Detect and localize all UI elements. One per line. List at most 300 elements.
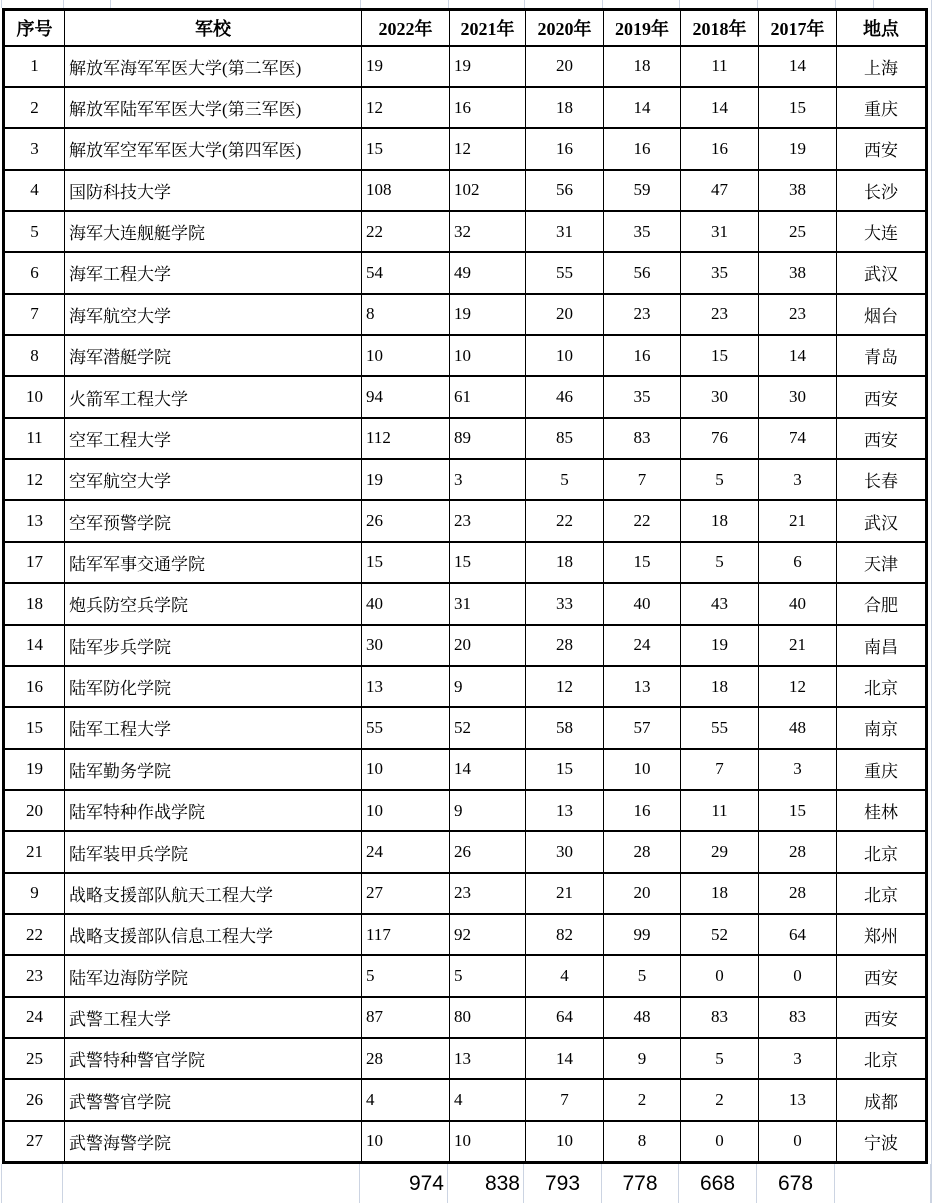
y2019-cell[interactable]: 23 — [604, 294, 681, 335]
y2018-cell[interactable]: 76 — [681, 418, 759, 459]
y2021-cell[interactable]: 52 — [450, 707, 526, 748]
serial-cell[interactable]: 22 — [4, 914, 65, 955]
y2018-cell[interactable]: 0 — [681, 1121, 759, 1163]
y2019-cell[interactable]: 20 — [604, 873, 681, 914]
serial-cell[interactable]: 15 — [4, 707, 65, 748]
table-row — [4, 1038, 927, 1079]
header-academy[interactable]: 军校 — [65, 10, 362, 46]
y2019-cell[interactable]: 9 — [604, 1038, 681, 1079]
header-y2020[interactable]: 2020年 — [526, 10, 604, 46]
y2020-cell[interactable]: 18 — [526, 542, 604, 583]
y2018-cell[interactable]: 7 — [681, 749, 759, 790]
header-y2021[interactable]: 2021年 — [450, 10, 526, 46]
academy-cell[interactable]: 陆军防化学院 — [65, 666, 362, 707]
y2022-cell[interactable]: 94 — [362, 376, 450, 417]
y2019-cell[interactable]: 40 — [604, 583, 681, 624]
location-cell[interactable]: 合肥 — [837, 583, 927, 624]
total-serial-cell[interactable] — [1, 1164, 63, 1203]
academy-cell[interactable]: 海军航空大学 — [65, 294, 362, 335]
sheet-gridline — [931, 0, 932, 1203]
y2017-cell[interactable]: 0 — [759, 1121, 837, 1163]
y2021-cell[interactable]: 31 — [450, 583, 526, 624]
y2019-cell[interactable]: 57 — [604, 707, 681, 748]
y2022-cell[interactable]: 13 — [362, 666, 450, 707]
y2019-cell[interactable]: 22 — [604, 500, 681, 541]
y2019-cell[interactable]: 35 — [604, 211, 681, 252]
serial-cell[interactable]: 19 — [4, 749, 65, 790]
y2017-cell[interactable]: 28 — [759, 873, 837, 914]
y2017-cell[interactable]: 38 — [759, 252, 837, 293]
y2020-cell[interactable]: 15 — [526, 749, 604, 790]
academy-cell[interactable]: 陆军勤务学院 — [65, 749, 362, 790]
table-row — [4, 1079, 927, 1120]
y2017-cell[interactable]: 28 — [759, 831, 837, 872]
y2022-cell[interactable]: 112 — [362, 418, 450, 459]
y2017-cell[interactable]: 3 — [759, 1038, 837, 1079]
location-cell[interactable]: 桂林 — [837, 790, 927, 831]
academy-cell[interactable]: 空军航空大学 — [65, 459, 362, 500]
serial-cell[interactable]: 20 — [4, 790, 65, 831]
table-row — [4, 46, 927, 87]
y2018-cell[interactable]: 19 — [681, 625, 759, 666]
y2018-cell[interactable]: 2 — [681, 1079, 759, 1120]
y2022-cell[interactable]: 108 — [362, 170, 450, 211]
y2022-cell[interactable]: 54 — [362, 252, 450, 293]
location-cell[interactable]: 上海 — [837, 46, 927, 87]
table-row — [4, 914, 927, 955]
y2017-cell[interactable]: 15 — [759, 87, 837, 128]
y2017-cell[interactable]: 15 — [759, 790, 837, 831]
y2019-cell[interactable]: 83 — [604, 418, 681, 459]
academy-cell[interactable]: 解放军海军军医大学(第二军医) — [65, 46, 362, 87]
academy-cell[interactable]: 陆军边海防学院 — [65, 955, 362, 996]
table-body — [4, 46, 927, 1163]
y2022-cell[interactable]: 8 — [362, 294, 450, 335]
y2022-cell[interactable]: 27 — [362, 873, 450, 914]
y2020-cell[interactable]: 16 — [526, 128, 604, 169]
header-y2017[interactable]: 2017年 — [759, 10, 837, 46]
y2022-cell[interactable]: 87 — [362, 997, 450, 1038]
table-row — [4, 666, 927, 707]
y2021-cell[interactable]: 49 — [450, 252, 526, 293]
y2020-cell[interactable]: 85 — [526, 418, 604, 459]
y2018-cell[interactable]: 18 — [681, 666, 759, 707]
academy-cell[interactable]: 陆军军事交通学院 — [65, 542, 362, 583]
y2022-cell[interactable]: 28 — [362, 1038, 450, 1079]
y2021-cell[interactable]: 10 — [450, 335, 526, 376]
y2020-cell[interactable]: 12 — [526, 666, 604, 707]
y2020-cell[interactable]: 7 — [526, 1079, 604, 1120]
y2017-cell[interactable]: 64 — [759, 914, 837, 955]
y2018-cell[interactable]: 83 — [681, 997, 759, 1038]
academy-cell[interactable]: 战略支援部队航天工程大学 — [65, 873, 362, 914]
serial-cell[interactable]: 25 — [4, 1038, 65, 1079]
y2017-cell[interactable]: 19 — [759, 128, 837, 169]
y2017-cell[interactable]: 0 — [759, 955, 837, 996]
serial-cell[interactable]: 27 — [4, 1121, 65, 1163]
y2018-cell[interactable]: 11 — [681, 790, 759, 831]
y2017-cell[interactable]: 6 — [759, 542, 837, 583]
y2018-cell[interactable]: 30 — [681, 376, 759, 417]
y2020-cell[interactable]: 31 — [526, 211, 604, 252]
y2018-cell[interactable]: 5 — [681, 1038, 759, 1079]
serial-cell[interactable]: 2 — [4, 87, 65, 128]
y2020-cell[interactable]: 21 — [526, 873, 604, 914]
table-row — [4, 831, 927, 872]
y2018-cell[interactable]: 23 — [681, 294, 759, 335]
table-row — [4, 211, 927, 252]
y2018-cell[interactable]: 43 — [681, 583, 759, 624]
academy-cell[interactable]: 陆军工程大学 — [65, 707, 362, 748]
y2021-cell[interactable]: 61 — [450, 376, 526, 417]
y2018-cell[interactable]: 0 — [681, 955, 759, 996]
location-cell[interactable]: 长沙 — [837, 170, 927, 211]
y2022-cell[interactable]: 15 — [362, 128, 450, 169]
total-academy-cell[interactable] — [63, 1164, 360, 1203]
y2022-cell[interactable]: 10 — [362, 1121, 450, 1163]
y2020-cell[interactable]: 13 — [526, 790, 604, 831]
academy-cell[interactable]: 解放军空军军医大学(第四军医) — [65, 128, 362, 169]
y2017-cell[interactable]: 23 — [759, 294, 837, 335]
y2022-cell[interactable]: 10 — [362, 749, 450, 790]
y2021-cell[interactable]: 80 — [450, 997, 526, 1038]
academy-cell[interactable]: 武警工程大学 — [65, 997, 362, 1038]
academy-cell[interactable]: 武警警官学院 — [65, 1079, 362, 1120]
y2021-cell[interactable]: 23 — [450, 873, 526, 914]
y2021-cell[interactable]: 15 — [450, 542, 526, 583]
location-cell[interactable]: 西安 — [837, 955, 927, 996]
serial-cell[interactable]: 5 — [4, 211, 65, 252]
table-row — [4, 128, 927, 169]
location-cell[interactable]: 武汉 — [837, 500, 927, 541]
academy-cell[interactable]: 陆军装甲兵学院 — [65, 831, 362, 872]
serial-cell[interactable]: 10 — [4, 376, 65, 417]
y2020-cell[interactable]: 22 — [526, 500, 604, 541]
y2020-cell[interactable]: 33 — [526, 583, 604, 624]
location-cell[interactable]: 天津 — [837, 542, 927, 583]
y2018-cell[interactable]: 5 — [681, 459, 759, 500]
y2019-cell[interactable]: 10 — [604, 749, 681, 790]
y2018-cell[interactable]: 29 — [681, 831, 759, 872]
y2020-cell[interactable]: 58 — [526, 707, 604, 748]
y2021-cell[interactable]: 32 — [450, 211, 526, 252]
y2019-cell[interactable]: 48 — [604, 997, 681, 1038]
table-row — [4, 418, 927, 459]
y2019-cell[interactable]: 2 — [604, 1079, 681, 1120]
header-serial[interactable]: 序号 — [4, 10, 65, 46]
sheet-gridline — [524, 0, 525, 8]
y2018-cell[interactable]: 47 — [681, 170, 759, 211]
y2019-cell[interactable]: 16 — [604, 128, 681, 169]
location-cell[interactable]: 长春 — [837, 459, 927, 500]
total-location-cell[interactable] — [835, 1164, 931, 1203]
y2020-cell[interactable]: 20 — [526, 46, 604, 87]
total-y2019[interactable]: 778 — [602, 1164, 679, 1203]
serial-cell[interactable]: 16 — [4, 666, 65, 707]
y2017-cell[interactable]: 74 — [759, 418, 837, 459]
y2017-cell[interactable]: 3 — [759, 749, 837, 790]
y2019-cell[interactable]: 59 — [604, 170, 681, 211]
y2017-cell[interactable]: 21 — [759, 625, 837, 666]
y2020-cell[interactable]: 46 — [526, 376, 604, 417]
y2017-cell[interactable]: 38 — [759, 170, 837, 211]
y2020-cell[interactable]: 30 — [526, 831, 604, 872]
y2022-cell[interactable]: 40 — [362, 583, 450, 624]
location-cell[interactable]: 大连 — [837, 211, 927, 252]
sheet-gridline — [360, 0, 361, 8]
y2018-cell[interactable]: 35 — [681, 252, 759, 293]
sheet-gridline — [63, 0, 64, 8]
academy-cell[interactable]: 国防科技大学 — [65, 170, 362, 211]
sheet-gridline — [757, 0, 758, 8]
y2019-cell[interactable]: 28 — [604, 831, 681, 872]
serial-cell[interactable]: 12 — [4, 459, 65, 500]
y2021-cell[interactable]: 12 — [450, 128, 526, 169]
sheet-gridline — [602, 0, 603, 8]
y2021-cell[interactable]: 9 — [450, 790, 526, 831]
location-cell[interactable]: 西安 — [837, 418, 927, 459]
y2018-cell[interactable]: 15 — [681, 335, 759, 376]
y2021-cell[interactable]: 4 — [450, 1079, 526, 1120]
location-cell[interactable]: 青岛 — [837, 335, 927, 376]
y2021-cell[interactable]: 13 — [450, 1038, 526, 1079]
table-row — [4, 459, 927, 500]
serial-cell[interactable]: 1 — [4, 46, 65, 87]
y2021-cell[interactable]: 23 — [450, 500, 526, 541]
y2021-cell[interactable]: 10 — [450, 1121, 526, 1163]
y2022-cell[interactable]: 30 — [362, 625, 450, 666]
table-row — [4, 997, 927, 1038]
table-row — [4, 252, 927, 293]
serial-cell[interactable]: 26 — [4, 1079, 65, 1120]
serial-cell[interactable]: 3 — [4, 128, 65, 169]
y2017-cell[interactable]: 83 — [759, 997, 837, 1038]
academy-cell[interactable]: 火箭军工程大学 — [65, 376, 362, 417]
academy-cell[interactable]: 解放军陆军军医大学(第三军医) — [65, 87, 362, 128]
total-y2020[interactable]: 793 — [524, 1164, 602, 1203]
location-cell[interactable]: 西安 — [837, 128, 927, 169]
y2017-cell[interactable]: 30 — [759, 376, 837, 417]
y2019-cell[interactable]: 7 — [604, 459, 681, 500]
total-y2022[interactable]: 974 — [360, 1164, 448, 1203]
serial-cell[interactable]: 18 — [4, 583, 65, 624]
academy-cell[interactable]: 空军工程大学 — [65, 418, 362, 459]
y2020-cell[interactable]: 4 — [526, 955, 604, 996]
y2018-cell[interactable]: 52 — [681, 914, 759, 955]
header-y2018[interactable]: 2018年 — [681, 10, 759, 46]
sheet-gridline — [679, 0, 680, 8]
total-y2018[interactable]: 668 — [679, 1164, 757, 1203]
table-header — [4, 10, 927, 46]
table-row — [4, 87, 927, 128]
header-location[interactable]: 地点 — [837, 10, 927, 46]
location-cell[interactable]: 烟台 — [837, 294, 927, 335]
y2021-cell[interactable]: 9 — [450, 666, 526, 707]
table-row — [4, 790, 927, 831]
academy-cell[interactable]: 海军大连舰艇学院 — [65, 211, 362, 252]
y2022-cell[interactable]: 19 — [362, 459, 450, 500]
y2019-cell[interactable]: 14 — [604, 87, 681, 128]
totals-row — [1, 1164, 931, 1203]
academy-cell[interactable]: 空军预警学院 — [65, 500, 362, 541]
location-cell[interactable]: 南昌 — [837, 625, 927, 666]
location-cell[interactable]: 郑州 — [837, 914, 927, 955]
y2021-cell[interactable]: 20 — [450, 625, 526, 666]
y2018-cell[interactable]: 14 — [681, 87, 759, 128]
serial-cell[interactable]: 4 — [4, 170, 65, 211]
y2022-cell[interactable]: 5 — [362, 955, 450, 996]
y2019-cell[interactable]: 16 — [604, 335, 681, 376]
total-y2021[interactable]: 838 — [448, 1164, 524, 1203]
y2019-cell[interactable]: 35 — [604, 376, 681, 417]
y2021-cell[interactable]: 89 — [450, 418, 526, 459]
y2018-cell[interactable]: 31 — [681, 211, 759, 252]
y2022-cell[interactable]: 22 — [362, 211, 450, 252]
serial-cell[interactable]: 9 — [4, 873, 65, 914]
y2022-cell[interactable]: 12 — [362, 87, 450, 128]
academy-cell[interactable]: 武警特种警官学院 — [65, 1038, 362, 1079]
location-cell[interactable]: 成都 — [837, 1079, 927, 1120]
y2021-cell[interactable]: 5 — [450, 955, 526, 996]
table-row — [4, 294, 927, 335]
y2017-cell[interactable]: 25 — [759, 211, 837, 252]
serial-cell[interactable]: 11 — [4, 418, 65, 459]
y2017-cell[interactable]: 40 — [759, 583, 837, 624]
y2019-cell[interactable]: 16 — [604, 790, 681, 831]
y2021-cell[interactable]: 19 — [450, 46, 526, 87]
y2022-cell[interactable]: 10 — [362, 335, 450, 376]
y2021-cell[interactable]: 92 — [450, 914, 526, 955]
table-row — [4, 376, 927, 417]
sheet-gridline — [110, 0, 111, 8]
y2021-cell[interactable]: 16 — [450, 87, 526, 128]
y2020-cell[interactable]: 82 — [526, 914, 604, 955]
y2019-cell[interactable]: 99 — [604, 914, 681, 955]
y2017-cell[interactable]: 21 — [759, 500, 837, 541]
y2022-cell[interactable]: 10 — [362, 790, 450, 831]
y2022-cell[interactable]: 26 — [362, 500, 450, 541]
table-row — [4, 583, 927, 624]
y2019-cell[interactable]: 8 — [604, 1121, 681, 1163]
y2022-cell[interactable]: 117 — [362, 914, 450, 955]
y2018-cell[interactable]: 18 — [681, 500, 759, 541]
academy-cell[interactable]: 炮兵防空兵学院 — [65, 583, 362, 624]
y2021-cell[interactable]: 3 — [450, 459, 526, 500]
serial-cell[interactable]: 6 — [4, 252, 65, 293]
y2019-cell[interactable]: 13 — [604, 666, 681, 707]
y2021-cell[interactable]: 102 — [450, 170, 526, 211]
serial-cell[interactable]: 21 — [4, 831, 65, 872]
y2020-cell[interactable]: 10 — [526, 1121, 604, 1163]
y2020-cell[interactable]: 28 — [526, 625, 604, 666]
y2022-cell[interactable]: 24 — [362, 831, 450, 872]
table-row — [4, 707, 927, 748]
y2022-cell[interactable]: 55 — [362, 707, 450, 748]
location-cell[interactable]: 北京 — [837, 666, 927, 707]
location-cell[interactable]: 北京 — [837, 1038, 927, 1079]
sheet-gridline — [873, 0, 874, 8]
y2018-cell[interactable]: 11 — [681, 46, 759, 87]
serial-cell[interactable]: 7 — [4, 294, 65, 335]
table-row — [4, 500, 927, 541]
y2020-cell[interactable]: 64 — [526, 997, 604, 1038]
academy-cell[interactable]: 战略支援部队信息工程大学 — [65, 914, 362, 955]
y2019-cell[interactable]: 5 — [604, 955, 681, 996]
y2018-cell[interactable]: 16 — [681, 128, 759, 169]
location-cell[interactable]: 重庆 — [837, 749, 927, 790]
y2021-cell[interactable]: 26 — [450, 831, 526, 872]
table-row — [4, 170, 927, 211]
y2017-cell[interactable]: 14 — [759, 46, 837, 87]
y2017-cell[interactable]: 3 — [759, 459, 837, 500]
location-cell[interactable]: 武汉 — [837, 252, 927, 293]
academy-cell[interactable]: 陆军步兵学院 — [65, 625, 362, 666]
y2022-cell[interactable]: 19 — [362, 46, 450, 87]
location-cell[interactable]: 西安 — [837, 997, 927, 1038]
y2018-cell[interactable]: 18 — [681, 873, 759, 914]
y2020-cell[interactable]: 18 — [526, 87, 604, 128]
serial-cell[interactable]: 23 — [4, 955, 65, 996]
y2018-cell[interactable]: 55 — [681, 707, 759, 748]
table-row — [4, 955, 927, 996]
table-row — [4, 749, 927, 790]
serial-cell[interactable]: 14 — [4, 625, 65, 666]
y2017-cell[interactable]: 13 — [759, 1079, 837, 1120]
y2021-cell[interactable]: 14 — [450, 749, 526, 790]
y2020-cell[interactable]: 14 — [526, 1038, 604, 1079]
location-cell[interactable]: 宁波 — [837, 1121, 927, 1163]
header-y2019[interactable]: 2019年 — [604, 10, 681, 46]
total-y2017[interactable]: 678 — [757, 1164, 835, 1203]
y2019-cell[interactable]: 18 — [604, 46, 681, 87]
y2022-cell[interactable]: 4 — [362, 1079, 450, 1120]
location-cell[interactable]: 重庆 — [837, 87, 927, 128]
location-cell[interactable]: 南京 — [837, 707, 927, 748]
location-cell[interactable]: 北京 — [837, 831, 927, 872]
y2019-cell[interactable]: 24 — [604, 625, 681, 666]
header-y2022[interactable]: 2022年 — [362, 10, 450, 46]
serial-cell[interactable]: 8 — [4, 335, 65, 376]
location-cell[interactable]: 北京 — [837, 873, 927, 914]
serial-cell[interactable]: 13 — [4, 500, 65, 541]
sheet-gridline — [448, 0, 449, 8]
table-row — [4, 1121, 927, 1163]
y2021-cell[interactable]: 19 — [450, 294, 526, 335]
y2020-cell[interactable]: 55 — [526, 252, 604, 293]
y2022-cell[interactable]: 15 — [362, 542, 450, 583]
academy-cell[interactable]: 武警海警学院 — [65, 1121, 362, 1163]
y2019-cell[interactable]: 56 — [604, 252, 681, 293]
serial-cell[interactable]: 17 — [4, 542, 65, 583]
serial-cell[interactable]: 24 — [4, 997, 65, 1038]
y2017-cell[interactable]: 48 — [759, 707, 837, 748]
academy-cell[interactable]: 海军潜艇学院 — [65, 335, 362, 376]
academy-cell[interactable]: 陆军特种作战学院 — [65, 790, 362, 831]
sheet-gridline — [835, 0, 836, 8]
y2017-cell[interactable]: 12 — [759, 666, 837, 707]
location-cell[interactable]: 西安 — [837, 376, 927, 417]
y2020-cell[interactable]: 20 — [526, 294, 604, 335]
table-row — [4, 335, 927, 376]
y2018-cell[interactable]: 5 — [681, 542, 759, 583]
y2017-cell[interactable]: 14 — [759, 335, 837, 376]
academy-cell[interactable]: 海军工程大学 — [65, 252, 362, 293]
header-row — [4, 10, 927, 46]
y2020-cell[interactable]: 56 — [526, 170, 604, 211]
y2020-cell[interactable]: 10 — [526, 335, 604, 376]
y2019-cell[interactable]: 15 — [604, 542, 681, 583]
y2020-cell[interactable]: 5 — [526, 459, 604, 500]
